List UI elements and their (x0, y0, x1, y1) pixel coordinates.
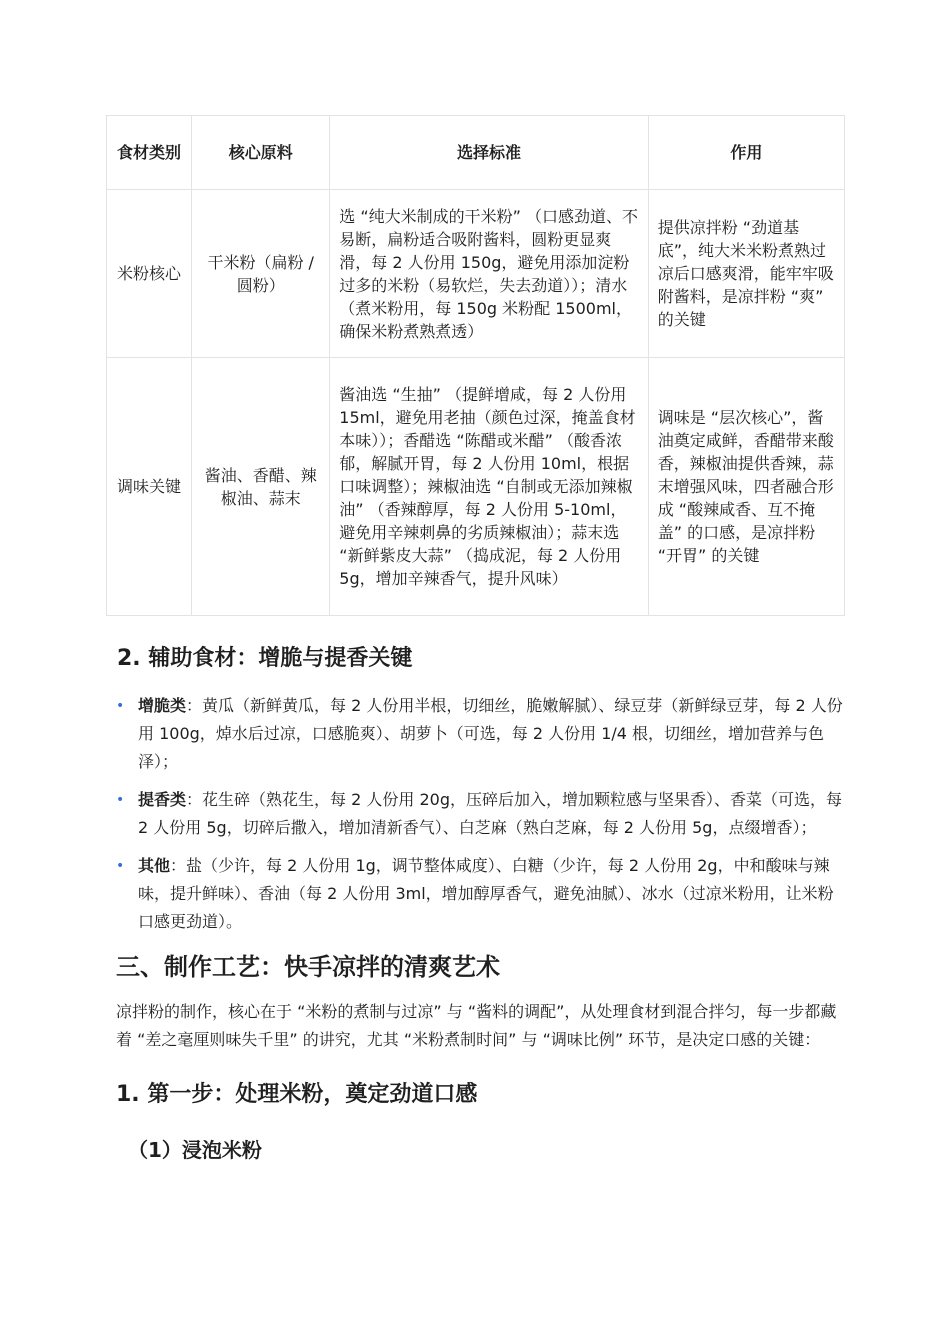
ingredients-table (106, 115, 845, 616)
bullet-icon: • (116, 698, 125, 714)
cell-standard: 酱油选 “生抽” （提鲜增咸，每 2 人份用 15ml，避免用老抽（颜色过深，掩盖食材本味））；香醋选 “陈醋或米醋” （酸香浓郁，解腻开胃，每 2 人份用 10ml，根据口味调整）；辣椒油选 “自制或无添加辣椒油” （香辣醇厚，每 2 人份用 5-10ml，避免用辛辣刺鼻的劣质辣椒油）；蒜末选 “新鲜紫皮大蒜” （捣成泥，每 2 人份用 5g，增加辛辣香气，提升风味） (330, 358, 648, 616)
cell-category: 调味关键 (107, 358, 192, 616)
section-heading-craft: 三、制作工艺：快手凉拌的清爽艺术 (116, 953, 500, 981)
bullet-icon: • (116, 858, 125, 874)
header-raw: 核心原料 (192, 116, 330, 190)
step1-heading: 1. 第一步：处理米粉，奠定劲道口感 (116, 1082, 478, 1107)
list-item-label: 提香类 (138, 790, 187, 809)
cell-raw: 酱油、香醋、辣椒油、蒜末 (192, 358, 330, 616)
list-item (106, 692, 846, 776)
list-item-text: ：花生碎（熟花生，每 2 人份用 20g，压碎后加入，增加颗粒感与坚果香）、香菜（可选，每 2 人份用 5g，切碎后撒入，增加清新香气）、白芝麻（熟白芝麻，每 2 人份用 5g，点缀增香）； (138, 790, 842, 837)
header-role: 作用 (648, 116, 844, 190)
table-row (107, 358, 845, 616)
cell-category: 米粉核心 (107, 190, 192, 358)
list-item-label: 其他 (138, 856, 171, 875)
header-standard: 选择标准 (330, 116, 648, 190)
craft-intro-paragraph: 凉拌粉的制作，核心在于 “米粉的煮制与过凉” 与 “酱料的调配”，从处理食材到混合拌匀，每一步都藏着 “差之毫厘则味失千里” 的讲究，尤其 “米粉煮制时间” 与 “调味比例” 环节，是决定口感的关键： (116, 1002, 837, 1049)
cell-standard: 选 “纯大米制成的干米粉” （口感劲道、不易断，扁粉适合吸附酱料，圆粉更显爽滑，每 2 人份用 150g，避免用添加淀粉过多的米粉（易软烂，失去劲道））；清水（煮米粉用，每 150g 米粉配 1500ml，确保米粉煮熟煮透） (330, 190, 648, 358)
table-header-row (107, 116, 845, 190)
auxiliary-list (106, 692, 846, 936)
bullet-icon: • (116, 792, 125, 808)
cell-raw: 干米粉（扁粉 / 圆粉） (192, 190, 330, 358)
document-page (106, 115, 846, 1164)
table-row (107, 190, 845, 358)
section-heading-auxiliary: 2. 辅助食材：增脆与提香关键 (117, 646, 413, 671)
list-item-text: ：盐（少许，每 2 人份用 1g，调节整体咸度）、白糖（少许，每 2 人份用 2g，中和酸味与辣味，提升鲜味）、香油（每 2 人份用 3ml，增加醇厚香气，避免油腻）、冰水（过凉米粉用，让米粉口感更劲道）。 (138, 856, 834, 931)
list-item (106, 786, 846, 842)
cell-role: 提供凉拌粉 “劲道基底”，纯大米米粉煮熟过凉后口感爽滑，能牢牢吸附酱料，是凉拌粉 “爽” 的关键 (648, 190, 844, 358)
cell-role: 调味是 “层次核心”，酱油奠定咸鲜，香醋带来酸香，辣椒油提供香辣，蒜末增强风味，四者融合形成 “酸辣咸香、互不掩盖” 的口感，是凉拌粉 “开胃” 的关键 (648, 358, 844, 616)
list-item (106, 852, 846, 936)
list-item-label: 增脆类 (138, 696, 187, 715)
step1-subheading: （1）浸泡米粉 (128, 1138, 262, 1162)
header-category: 食材类别 (107, 116, 192, 190)
list-item-text: ：黄瓜（新鲜黄瓜，每 2 人份用半根，切细丝，脆嫩解腻）、绿豆芽（新鲜绿豆芽，每 2 人份用 100g，焯水后过凉，口感脆爽）、胡萝卜（可选，每 2 人份用 1/4 根，切细丝，增加营养与色泽）； (138, 696, 843, 771)
